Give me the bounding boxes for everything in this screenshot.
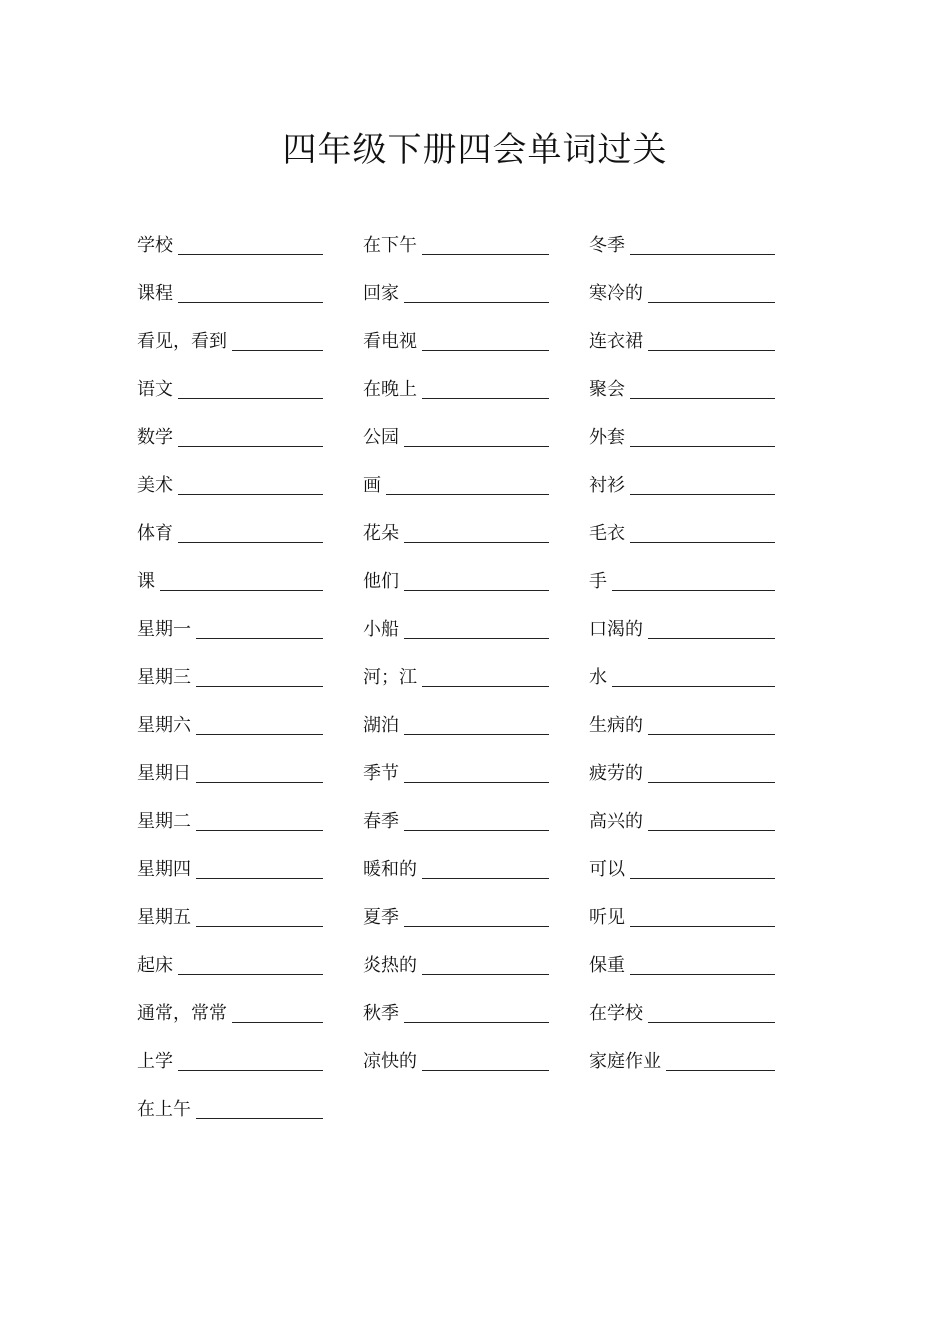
answer-blank[interactable] bbox=[630, 234, 775, 255]
answer-blank[interactable] bbox=[648, 1002, 775, 1023]
answer-blank[interactable] bbox=[178, 954, 323, 975]
word-label: 回家 bbox=[363, 283, 399, 304]
answer-blank[interactable] bbox=[178, 426, 323, 447]
answer-blank[interactable] bbox=[422, 858, 549, 879]
word-label: 在上午 bbox=[137, 1099, 191, 1120]
word-label: 在下午 bbox=[363, 235, 417, 256]
word-row bbox=[363, 890, 549, 938]
answer-blank[interactable] bbox=[196, 810, 323, 831]
answer-blank[interactable] bbox=[422, 1050, 549, 1071]
answer-blank[interactable] bbox=[232, 330, 323, 351]
answer-blank[interactable] bbox=[404, 810, 549, 831]
answer-blank[interactable] bbox=[630, 426, 775, 447]
word-row bbox=[363, 554, 549, 602]
word-label: 聚会 bbox=[589, 379, 625, 400]
word-row bbox=[589, 314, 775, 362]
word-row bbox=[137, 602, 323, 650]
answer-blank[interactable] bbox=[612, 666, 775, 687]
word-label: 炎热的 bbox=[363, 955, 417, 976]
word-label: 数学 bbox=[137, 427, 173, 448]
word-row bbox=[363, 218, 549, 266]
word-row bbox=[137, 698, 323, 746]
word-column-3 bbox=[589, 218, 775, 1082]
answer-blank[interactable] bbox=[422, 234, 549, 255]
word-label: 星期日 bbox=[137, 763, 191, 784]
word-label: 口渴的 bbox=[589, 619, 643, 640]
word-row bbox=[589, 1034, 775, 1082]
word-row bbox=[363, 458, 549, 506]
word-row bbox=[137, 842, 323, 890]
word-row bbox=[137, 218, 323, 266]
answer-blank[interactable] bbox=[422, 666, 549, 687]
answer-blank[interactable] bbox=[178, 474, 323, 495]
answer-blank[interactable] bbox=[404, 570, 549, 591]
answer-blank[interactable] bbox=[404, 762, 549, 783]
word-row bbox=[589, 698, 775, 746]
word-row bbox=[137, 266, 323, 314]
word-row bbox=[363, 698, 549, 746]
word-label: 花朵 bbox=[363, 523, 399, 544]
word-row bbox=[137, 746, 323, 794]
answer-blank[interactable] bbox=[404, 906, 549, 927]
word-row bbox=[589, 506, 775, 554]
answer-blank[interactable] bbox=[196, 858, 323, 879]
word-column-2 bbox=[363, 218, 549, 1082]
answer-blank[interactable] bbox=[160, 570, 323, 591]
answer-blank[interactable] bbox=[612, 570, 775, 591]
answer-blank[interactable] bbox=[630, 906, 775, 927]
word-label: 星期五 bbox=[137, 907, 191, 928]
word-label: 在学校 bbox=[589, 1003, 643, 1024]
word-row bbox=[589, 410, 775, 458]
answer-blank[interactable] bbox=[422, 330, 549, 351]
word-label: 上学 bbox=[137, 1051, 173, 1072]
word-row bbox=[363, 842, 549, 890]
answer-blank[interactable] bbox=[196, 666, 323, 687]
word-column-1 bbox=[137, 218, 323, 1130]
word-row bbox=[589, 266, 775, 314]
word-label: 星期一 bbox=[137, 619, 191, 640]
word-label: 语文 bbox=[137, 379, 173, 400]
word-row bbox=[137, 986, 323, 1034]
answer-blank[interactable] bbox=[178, 234, 323, 255]
word-row bbox=[363, 938, 549, 986]
word-row bbox=[363, 362, 549, 410]
page-title: 四年级下册四会单词过关 bbox=[282, 130, 668, 170]
answer-blank[interactable] bbox=[404, 282, 549, 303]
word-row bbox=[363, 1034, 549, 1082]
word-row bbox=[137, 506, 323, 554]
word-row bbox=[137, 890, 323, 938]
word-label: 外套 bbox=[589, 427, 625, 448]
word-row bbox=[589, 218, 775, 266]
answer-blank[interactable] bbox=[630, 858, 775, 879]
word-row bbox=[363, 746, 549, 794]
answer-blank[interactable] bbox=[404, 714, 549, 735]
word-label: 手 bbox=[589, 571, 607, 592]
word-label: 可以 bbox=[589, 859, 625, 880]
answer-blank[interactable] bbox=[196, 714, 323, 735]
word-label: 画 bbox=[363, 475, 381, 496]
word-label: 课程 bbox=[137, 283, 173, 304]
word-label: 他们 bbox=[363, 571, 399, 592]
word-row bbox=[137, 554, 323, 602]
answer-blank[interactable] bbox=[648, 714, 775, 735]
word-row bbox=[363, 602, 549, 650]
word-label: 家庭作业 bbox=[589, 1051, 661, 1072]
word-row bbox=[137, 938, 323, 986]
word-label: 小船 bbox=[363, 619, 399, 640]
answer-blank[interactable] bbox=[422, 378, 549, 399]
word-label: 看见，看到 bbox=[137, 331, 227, 352]
word-label: 星期六 bbox=[137, 715, 191, 736]
answer-blank[interactable] bbox=[422, 954, 549, 975]
answer-blank[interactable] bbox=[404, 426, 549, 447]
answer-blank[interactable] bbox=[648, 618, 775, 639]
word-label: 生病的 bbox=[589, 715, 643, 736]
word-row bbox=[363, 986, 549, 1034]
word-row bbox=[589, 890, 775, 938]
answer-blank[interactable] bbox=[178, 522, 323, 543]
word-row bbox=[137, 1082, 323, 1130]
answer-blank[interactable] bbox=[630, 522, 775, 543]
answer-blank[interactable] bbox=[196, 1098, 323, 1119]
word-row bbox=[589, 794, 775, 842]
word-row bbox=[137, 314, 323, 362]
word-label: 听见 bbox=[589, 907, 625, 928]
word-label: 衬衫 bbox=[589, 475, 625, 496]
word-label: 季节 bbox=[363, 763, 399, 784]
answer-blank[interactable] bbox=[666, 1050, 775, 1071]
word-row bbox=[137, 1034, 323, 1082]
word-row bbox=[137, 362, 323, 410]
word-label: 秋季 bbox=[363, 1003, 399, 1024]
answer-blank[interactable] bbox=[178, 282, 323, 303]
answer-blank[interactable] bbox=[404, 522, 549, 543]
word-row bbox=[363, 266, 549, 314]
word-row bbox=[363, 410, 549, 458]
word-label: 河；江 bbox=[363, 667, 417, 688]
word-label: 体育 bbox=[137, 523, 173, 544]
word-label: 春季 bbox=[363, 811, 399, 832]
answer-blank[interactable] bbox=[196, 762, 323, 783]
word-label: 疲劳的 bbox=[589, 763, 643, 784]
word-label: 寒冷的 bbox=[589, 283, 643, 304]
word-label: 毛衣 bbox=[589, 523, 625, 544]
answer-blank[interactable] bbox=[630, 378, 775, 399]
word-row bbox=[137, 410, 323, 458]
word-label: 通常，常常 bbox=[137, 1003, 227, 1024]
word-row bbox=[137, 794, 323, 842]
answer-blank[interactable] bbox=[404, 618, 549, 639]
word-label: 星期二 bbox=[137, 811, 191, 832]
word-label: 湖泊 bbox=[363, 715, 399, 736]
word-label: 冬季 bbox=[589, 235, 625, 256]
word-row bbox=[589, 938, 775, 986]
word-row bbox=[589, 746, 775, 794]
answer-blank[interactable] bbox=[648, 810, 775, 831]
answer-blank[interactable] bbox=[648, 330, 775, 351]
answer-blank[interactable] bbox=[648, 282, 775, 303]
word-row bbox=[589, 602, 775, 650]
word-label: 看电视 bbox=[363, 331, 417, 352]
word-row bbox=[137, 458, 323, 506]
word-label: 在晚上 bbox=[363, 379, 417, 400]
word-row bbox=[589, 650, 775, 698]
word-label: 夏季 bbox=[363, 907, 399, 928]
word-label: 课 bbox=[137, 571, 155, 592]
word-label: 公园 bbox=[363, 427, 399, 448]
answer-blank[interactable] bbox=[196, 906, 323, 927]
word-row bbox=[363, 314, 549, 362]
answer-blank[interactable] bbox=[178, 1050, 323, 1071]
word-row bbox=[589, 362, 775, 410]
answer-blank[interactable] bbox=[648, 762, 775, 783]
word-row bbox=[589, 986, 775, 1034]
word-label: 星期四 bbox=[137, 859, 191, 880]
word-label: 凉快的 bbox=[363, 1051, 417, 1072]
word-row bbox=[137, 650, 323, 698]
word-row bbox=[589, 458, 775, 506]
word-row bbox=[363, 506, 549, 554]
answer-blank[interactable] bbox=[630, 474, 775, 495]
answer-blank[interactable] bbox=[404, 1002, 549, 1023]
word-label: 水 bbox=[589, 667, 607, 688]
word-label: 保重 bbox=[589, 955, 625, 976]
answer-blank[interactable] bbox=[232, 1002, 323, 1023]
word-label: 星期三 bbox=[137, 667, 191, 688]
answer-blank[interactable] bbox=[196, 618, 323, 639]
word-row bbox=[589, 842, 775, 890]
answer-blank[interactable] bbox=[630, 954, 775, 975]
word-label: 高兴的 bbox=[589, 811, 643, 832]
word-row bbox=[363, 650, 549, 698]
answer-blank[interactable] bbox=[386, 474, 549, 495]
answer-blank[interactable] bbox=[178, 378, 323, 399]
word-label: 学校 bbox=[137, 235, 173, 256]
word-label: 美术 bbox=[137, 475, 173, 496]
word-label: 起床 bbox=[137, 955, 173, 976]
word-row bbox=[363, 794, 549, 842]
word-label: 暖和的 bbox=[363, 859, 417, 880]
word-row bbox=[589, 554, 775, 602]
word-label: 连衣裙 bbox=[589, 331, 643, 352]
